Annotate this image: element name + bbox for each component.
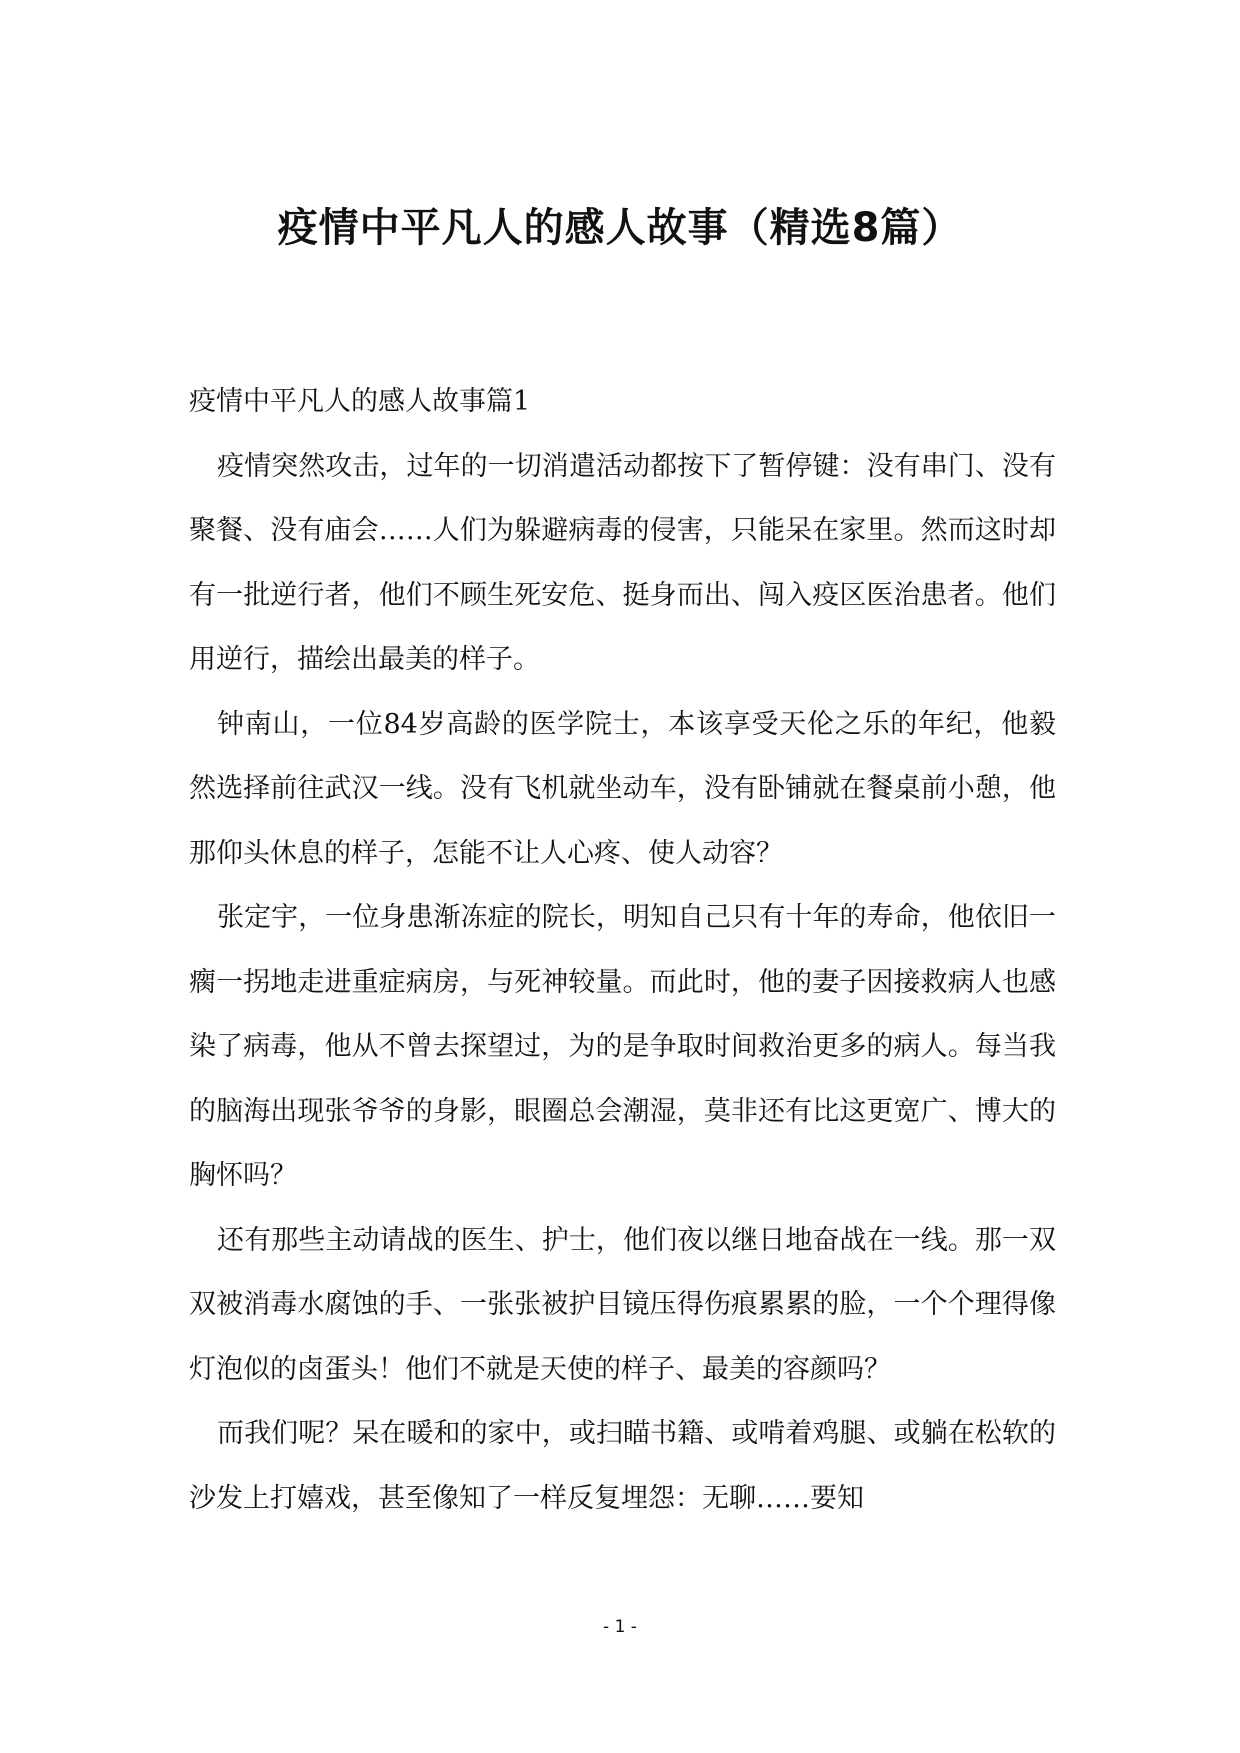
paragraph-1: 疫情突然攻击，过年的一切消遣活动都按下了暂停键：没有串门、没有聚餐、没有庙会……人们为躲避病毒的侵害，只能呆在家里。然而这时却有一批逆行者，他们不顾生死安危、挺身而出、闯入疫区医治患者。他们用逆行，描绘出最美的样子。 — [189, 450, 1056, 675]
document-body — [189, 370, 1056, 1531]
paragraph-2: 钟南山，一位84岁高龄的医学院士，本该享受天伦之乐的年纪，他毅然选择前往武汉一线。没有飞机就坐动车，没有卧铺就在餐桌前小憩，他那仰头休息的样子，怎能不让人心疼、使人动容？ — [189, 708, 1056, 869]
page-number: - 1 - — [603, 1617, 637, 1637]
paragraph-3: 张定宇，一位身患渐冻症的院长，明知自己只有十年的寿命，他依旧一瘸一拐地走进重症病房，与死神较量。而此时，他的妻子因接救病人也感染了病毒，他从不曾去探望过，为的是争取时间救治更多的病人。每当我的脑海出现张爷爷的身影，眼圈总会潮湿，莫非还有比这更宽广、博大的胸怀吗？ — [189, 902, 1056, 1191]
paragraph-4: 还有那些主动请战的医生、护士，他们夜以继日地奋战在一线。那一双双被消毒水腐蚀的手、一张张被护目镜压得伤痕累累的脸，一个个理得像灯泡似的卤蛋头！他们不就是天使的样子、最美的容颜吗？ — [189, 1224, 1056, 1385]
section-heading: 疫情中平凡人的感人故事篇1 — [189, 386, 531, 417]
document-title: 疫情中平凡人的感人故事（精选8篇） — [277, 205, 963, 251]
paragraph-5: 而我们呢？呆在暖和的家中，或扫瞄书籍、或啃着鸡腿、或躺在松软的沙发上打嬉戏，甚至像知了一样反复埋怨：无聊……要知 — [189, 1418, 1056, 1514]
